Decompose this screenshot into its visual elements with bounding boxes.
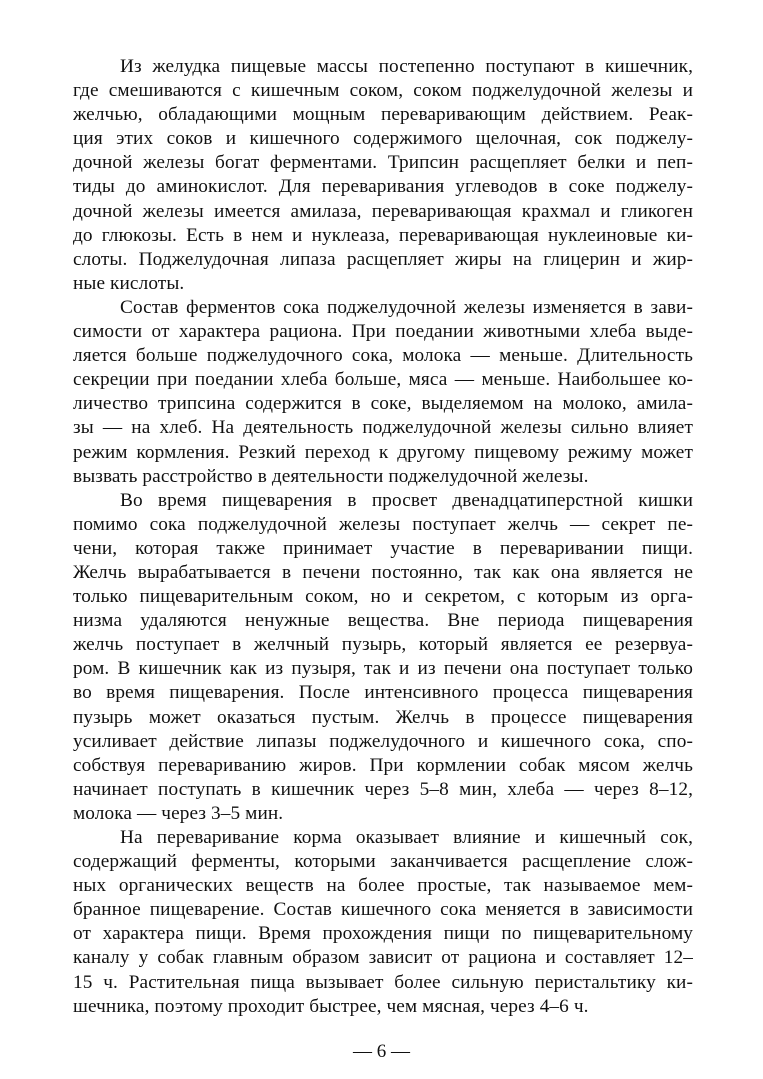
text-line: дочной железы имеется амилаза, переваривающая крахмал и гликоген bbox=[73, 200, 693, 222]
text-line: во время пищеварения. После интенсивного процесса пищеварения bbox=[73, 682, 693, 704]
text-line: 15 ч. Растительная пища вызывает более сильную перистальтику ки- bbox=[73, 971, 693, 993]
text-line: содержащий ферменты, которыми заканчивается расщепление слож- bbox=[73, 851, 693, 873]
text-line: ных органических веществ на более простые, так называемое мем- bbox=[73, 875, 693, 897]
paragraph-4 bbox=[73, 826, 693, 1019]
text-line: Из желудка пищевые массы постепенно поступают в кишечник, bbox=[120, 56, 693, 77]
text-line: желчь поступает в желчный пузырь, который является ее резервуа- bbox=[73, 634, 693, 656]
text-line: Во время пищеварения в просвет двенадцатиперстной кишки bbox=[120, 489, 693, 511]
text-line: начинает поступать в кишечник через 5–8 мин, хлеба — через 8–12, bbox=[73, 778, 693, 800]
text-line: Состав ферментов сока поджелудочной железы изменяется в зави- bbox=[120, 296, 693, 318]
paragraph-1 bbox=[73, 55, 693, 296]
paragraph-2 bbox=[73, 296, 693, 489]
text-line: На переваривание корма оказывает влияние и кишечный сок, bbox=[120, 827, 693, 848]
text-line: ция этих соков и кишечного содержимого щелочная, сок поджелу- bbox=[73, 128, 693, 150]
text-line: дочной железы богат ферментами. Трипсин расщепляет белки и пеп- bbox=[73, 152, 693, 174]
page-number: — 6 — bbox=[353, 1041, 410, 1062]
text-line: низма удаляются ненужные вещества. Вне периода пищеварения bbox=[73, 610, 693, 632]
text-line: где смешиваются с кишечным соком, соком поджелудочной железы и bbox=[73, 80, 693, 102]
text-line: от характера пищи. Время прохождения пищи по пищеварительному bbox=[73, 923, 693, 945]
text-line: зы — на хлеб. На деятельность поджелудочной железы сильно влияет bbox=[73, 417, 693, 439]
text-line: режим кормления. Резкий переход к другому пищевому режиму может bbox=[73, 441, 693, 463]
text-line: до глюкозы. Есть в нем и нуклеаза, переваривающая нуклеиновые ки- bbox=[73, 224, 693, 246]
text-line: помимо сока поджелудочной железы поступает желчь — секрет пе- bbox=[73, 513, 693, 535]
text-line: каналу у собак главным образом зависит от рациона и составляет 12– bbox=[73, 947, 693, 969]
text-line: молока — через 3–5 мин. bbox=[73, 802, 284, 824]
text-line: слоты. Поджелудочная липаза расщепляет жиры на глицерин и жир- bbox=[73, 248, 693, 270]
text-line: симости от характера рациона. При поедании животными хлеба выде- bbox=[73, 321, 693, 343]
text-line: секреции при поедании хлеба больше, мяса — меньше. Наибольшее ко- bbox=[73, 369, 693, 391]
text-line: ные кислоты. bbox=[73, 272, 185, 294]
text-line: собствуя перевариванию жиров. При кормлении собак мясом желчь bbox=[73, 754, 693, 776]
text-line: желчью, обладающими мощным переваривающим действием. Реак- bbox=[73, 104, 693, 126]
text-line: усиливает действие липазы поджелудочного и кишечного сока, спо- bbox=[73, 730, 693, 752]
text-line: пузырь может оказаться пустым. Желчь в процессе пищеварения bbox=[73, 706, 693, 728]
text-line: только пищеварительным соком, но и секретом, с которым из орга- bbox=[73, 586, 693, 608]
document-page bbox=[73, 55, 693, 1019]
text-line: Желчь вырабатывается в печени постоянно, так как она является не bbox=[73, 561, 693, 583]
text-line: чени, которая также принимает участие в переваривании пищи. bbox=[73, 537, 693, 559]
text-line: личество трипсина содержится в соке, выделяемом на молоко, амила- bbox=[73, 393, 693, 415]
text-line: тиды до аминокислот. Для переваривания углеводов в соке поджелу- bbox=[73, 176, 693, 198]
text-line: бранное пищеварение. Состав кишечного сока меняется в зависимости bbox=[73, 899, 693, 921]
text-line: ляется больше поджелудочного сока, молока — меньше. Длительность bbox=[73, 345, 693, 367]
text-line: вызвать расстройство в деятельности поджелудочной железы. bbox=[73, 465, 589, 487]
text-line: шечника, поэтому проходит быстрее, чем мясная, через 4–6 ч. bbox=[73, 995, 589, 1017]
paragraph-3 bbox=[73, 489, 693, 826]
text-line: ром. В кишечник как из пузыря, так и из печени она поступает только bbox=[73, 658, 693, 680]
